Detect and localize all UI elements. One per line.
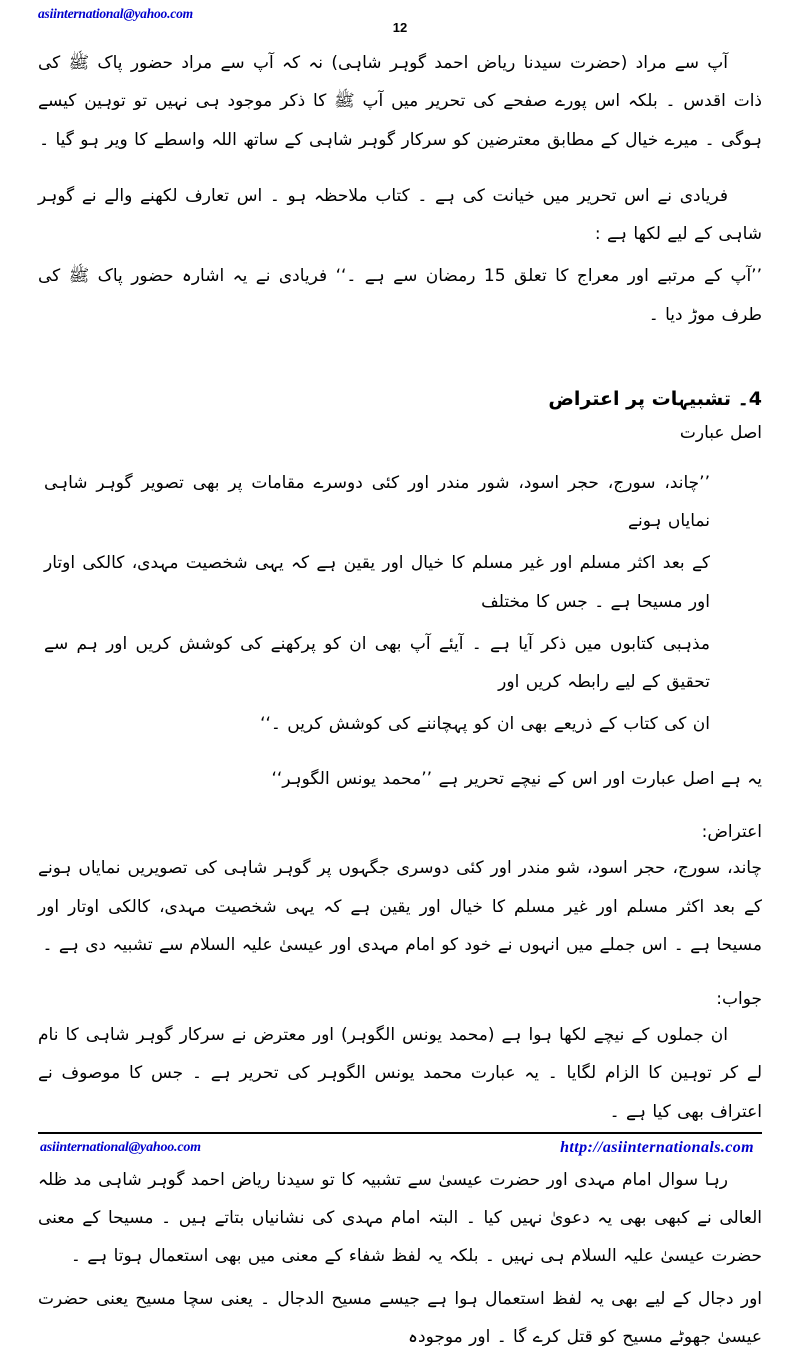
- quote-line-2: کے بعد اکثر مسلم اور غیر مسلم کا خیال اور یقین ہے کہ یہی شخصیت مہدی، کالکی اوتار اور مسیحا ہے ۔ جس کا مختلف: [44, 553, 710, 612]
- paragraph-quoted-maaraj: ’’آپ کے مرتبے اور معراج کا تعلق 15 رمضان سے ہے ۔‘‘ فریادی نے یہ اشارہ حضور پاک ﷺ کی طرف موڑ دیا ۔: [38, 266, 762, 325]
- quote-line-3: مذہبی کتابوں میں ذکر آیا ہے ۔ آیئے آپ بھی ان کو پرکھنے کی کوشش کریں اور ہم سے تحقیق کے لیے رابطہ کریں اور: [44, 633, 710, 693]
- paragraph-closing-two: اور دجال کے لیے بھی یہ لفظ استعمال ہوا ہے جیسے مسیح الدجال ۔ یعنی سچا مسیح یعنی حضرت عیسیٰ جھوٹے مسیح کو قتل کرے گا ۔ اور موجودہ: [38, 1288, 762, 1347]
- section-heading-tashbihat: 4۔ تشبیہات پر اعتراض: [548, 387, 762, 410]
- header-email-address: asiinternational@yahoo.com: [38, 6, 193, 21]
- paragraph-fariyadi-khayanat: فریادی نے اس تحریر میں خیانت کی ہے ۔ کتاب ملاحظہ ہو ۔ اس تعارف لکھنے والے نے گوہر شاہی کے لیے لکھا ہے :: [38, 185, 762, 244]
- page-footer: [38, 1132, 762, 1166]
- objection-gap: [38, 801, 762, 815]
- footer-website-url[interactable]: http://asiinternationals.com: [560, 1139, 754, 1156]
- page-number: 12: [392, 20, 408, 35]
- quote-line-4: ان کی کتاب کے ذریعے بھی ان کو پہچاننے کی کوشش کریں ۔‘‘: [260, 714, 710, 735]
- quote-line-1: ’’چاند، سورج، حجر اسود، شور مندر اور کئی دوسرے مقامات پر بھی تصویر گوہر شاہی نمایاں ہونے: [44, 472, 710, 532]
- attribution-gap: [38, 748, 762, 762]
- paragraph-answer-body: ان جملوں کے نیچے لکھا ہوا ہے (محمد یونس الگوہر) اور معترض نے سرکار گوہر شاہی کا نام لے کر توہین کا الزام لگایا ۔ یہ عبارت محمد یونس الگوہر کی تحریر ہے ۔ جس کا موصوف نے اعتراف بھی کیا ہے ۔: [38, 1025, 762, 1122]
- paragraph-closing-one: رہا سوال امام مہدی اور حضرت عیسیٰ سے تشبیہ کا تو سیدنا ریاض احمد گوہر شاہی مد ظلہ العالی نے کبھی بھی یہ دعویٰ نہیں کیا ۔ البتہ امام مہدی کی نشانیاں بتاتے ہیں ۔ مسیحا کے معنی حضرت عیسیٰ علیہ السلام ہی نہیں ۔ بلکہ یہ لفظ شفاء کے معنی میں بھی استعمال ہوتا ہے ۔: [38, 1169, 762, 1267]
- footer-divider: [38, 1132, 762, 1134]
- answer-gap: [38, 968, 762, 982]
- page-header: [0, 6, 800, 40]
- answer-label-row: [38, 982, 762, 1016]
- blockquote-original-passage: [38, 464, 762, 744]
- objection-label-row: [38, 815, 762, 849]
- label-objection: اعتراض:: [701, 822, 762, 843]
- paragraph-objection-body: چاند، سورج، حجر اسود، شو مندر اور کئی دوسری جگہوں پر گوہر شاہی کی تصویریں نمایاں ہونے کے بعد اکثر مسلم اور غیر مسلم کا خیال اور یقین ہے کہ یہی شخصیت مہدی، کالکی اوتار اور مسیحا ہے ۔ اس جملے میں انہوں نے خود کو امام مہدی اور عیسیٰ علیہ السلام سے تشبیہ دی ہے ۔: [38, 858, 762, 955]
- paragraph-opening: آپ سے مراد (حضرت سیدنا ریاض احمد گوہر شاہی) نہ کہ آپ سے مراد حضور پاک ﷺ کی ذات اقدس ۔ بلکہ اس پورے صفحے کی تحریر میں آپ ﷺ کا ذکر موجود ہی نہیں تو توہین کیسے ہوگی ۔ میرے خیال کے مطابق معترضین کو سرکار گوہر شاہی کے ساتھ اللہ واسطے کا ویر ہو گیا ۔: [38, 53, 762, 150]
- attribution-yunus-algohar: یہ ہے اصل عبارت اور اس کے نیچے تحریر ہے ’’محمد یونس الگوہر‘‘: [271, 768, 762, 789]
- paragraph-gap: [38, 163, 762, 177]
- subheading-original-text: اصل عبارت: [679, 422, 762, 443]
- footer-email-address[interactable]: asiinternational@yahoo.com: [40, 1140, 201, 1155]
- label-answer: جواب:: [716, 989, 762, 1010]
- section-heading-row: [38, 382, 762, 416]
- section-gap: [38, 338, 762, 382]
- subheading-row: [38, 416, 762, 450]
- quote-gap: [38, 450, 762, 464]
